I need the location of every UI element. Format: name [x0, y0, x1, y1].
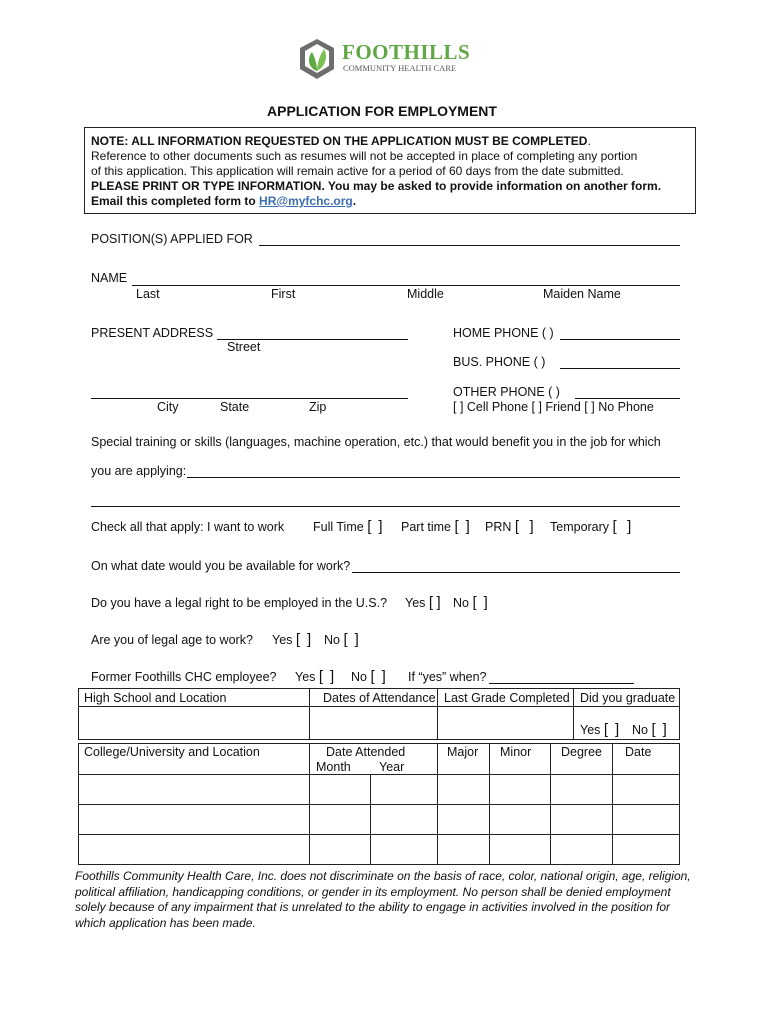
present-address-label: PRESENT ADDRESS	[91, 326, 214, 340]
legal-age-no[interactable]: No [ ]	[324, 631, 359, 648]
special-training-field-1[interactable]	[187, 477, 680, 478]
college-row-1-major[interactable]	[437, 774, 490, 805]
if-yes-when-field[interactable]	[489, 683, 634, 684]
college-row-2-major[interactable]	[437, 804, 490, 835]
college-date-header: Date	[625, 745, 652, 759]
temporary-checkbox[interactable]: Temporary [ ]	[550, 518, 632, 535]
name-part-maiden: Maiden Name	[543, 287, 621, 301]
non-discrimination-statement: Foothills Community Health Care, Inc. does not discriminate on the basis of race, color, national origin, age, religion, political affiliation, handicapping conditions, or gender in its employment. No person shall be denied employment solely because of any impairment that is unrelated to the ability to engage in activities involved in the position for which application has been made.	[75, 869, 691, 930]
note-box	[84, 127, 696, 214]
college-row-1-degree[interactable]	[550, 774, 613, 805]
college-row-2-month[interactable]	[309, 804, 371, 835]
name-part-middle: Middle	[407, 287, 444, 301]
part-time-checkbox[interactable]: Part time [ ]	[401, 518, 470, 535]
college-row-2-location[interactable]	[78, 804, 310, 835]
bus-phone-field[interactable]	[560, 368, 680, 369]
note-line-4: PLEASE PRINT OR TYPE INFORMATION. You may be asked to provide information on another form.	[91, 179, 662, 193]
college-row-3-date[interactable]	[612, 834, 680, 865]
bus-phone-label: BUS. PHONE ( )	[453, 355, 546, 369]
college-row-1-month[interactable]	[309, 774, 371, 805]
city-state-zip-field[interactable]	[91, 398, 408, 399]
hs-graduate-no[interactable]: No [ ]	[632, 721, 667, 738]
home-phone-field[interactable]	[560, 339, 680, 340]
if-yes-when-label: If “yes” when?	[408, 670, 487, 684]
former-employee-yes[interactable]: Yes [ ]	[295, 668, 335, 685]
legal-right-no[interactable]: No [ ]	[453, 594, 488, 611]
hs-dates-cell[interactable]	[309, 706, 438, 740]
available-date-field[interactable]	[352, 572, 680, 573]
college-row-3-year[interactable]	[370, 834, 438, 865]
check-all-label: Check all that apply: I want to work	[91, 520, 285, 534]
college-row-1-year[interactable]	[370, 774, 438, 805]
name-label: NAME	[91, 271, 128, 285]
former-employee-label: Former Foothills CHC employee?	[91, 670, 277, 684]
college-row-1-date[interactable]	[612, 774, 680, 805]
page-title: APPLICATION FOR EMPLOYMENT	[267, 103, 497, 119]
hs-grade-header: Last Grade Completed	[444, 691, 570, 705]
you-are-applying-label: you are applying:	[91, 464, 187, 478]
hs-graduate-yes[interactable]: Yes [ ]	[580, 721, 620, 738]
logo-brand: FOOTHILLS	[342, 40, 471, 64]
other-phone-label: OTHER PHONE ( )	[453, 385, 560, 399]
logo	[298, 38, 471, 82]
position-label: POSITION(S) APPLIED FOR	[91, 232, 253, 246]
legal-right-yes[interactable]: Yes [ ]	[405, 594, 441, 611]
college-minor-header: Minor	[500, 745, 532, 759]
prn-checkbox[interactable]: PRN [ ]	[485, 518, 534, 535]
phone-options[interactable]: [ ] Cell Phone [ ] Friend [ ] No Phone	[453, 400, 654, 414]
college-degree-header: Degree	[561, 745, 602, 759]
foothills-leaf-icon	[298, 38, 336, 80]
city-label: City	[157, 400, 179, 414]
available-date-label: On what date would you be available for work?	[91, 559, 351, 573]
college-row-1-minor[interactable]	[489, 774, 551, 805]
college-row-2-year[interactable]	[370, 804, 438, 835]
note-line-2: Reference to other documents such as resumes will not be accepted in place of completing any portion	[91, 149, 638, 163]
legal-age-yes[interactable]: Yes [ ]	[272, 631, 312, 648]
home-phone-label: HOME PHONE ( )	[453, 326, 554, 340]
logo-subtitle: COMMUNITY HEALTH CARE	[343, 63, 457, 73]
name-part-first: First	[271, 287, 296, 301]
college-row-3-minor[interactable]	[489, 834, 551, 865]
college-date-attended-header: Date Attended	[326, 745, 406, 759]
college-month-header: Month	[316, 760, 351, 774]
street-label: Street	[227, 340, 261, 354]
college-location-header: College/University and Location	[84, 745, 260, 759]
college-row-2-date[interactable]	[612, 804, 680, 835]
legal-right-label: Do you have a legal right to be employed in the U.S.?	[91, 596, 388, 610]
hs-location-cell[interactable]	[78, 706, 310, 740]
college-row-3-month[interactable]	[309, 834, 371, 865]
legal-age-label: Are you of legal age to work?	[91, 633, 253, 647]
college-row-3-degree[interactable]	[550, 834, 613, 865]
email-link[interactable]: HR@myfchc.org	[259, 194, 353, 208]
college-major-header: Major	[447, 745, 479, 759]
state-label: State	[220, 400, 250, 414]
note-line-3: of this application. This application will remain active for a period of 60 days from the date submitted.	[91, 164, 624, 178]
hs-location-header: High School and Location	[84, 691, 227, 705]
other-phone-field[interactable]	[575, 398, 680, 399]
name-field[interactable]	[132, 285, 680, 286]
hs-grade-cell[interactable]	[437, 706, 574, 740]
position-field[interactable]	[259, 245, 680, 246]
note-line-5: Email this completed form to HR@myfchc.org.	[91, 194, 357, 208]
college-row-2-minor[interactable]	[489, 804, 551, 835]
note-line-1: NOTE: ALL INFORMATION REQUESTED ON THE APPLICATION MUST BE COMPLETED.	[91, 134, 591, 148]
special-training-label: Special training or skills (languages, machine operation, etc.) that would benefit you in the job for which	[91, 435, 661, 449]
college-row-3-location[interactable]	[78, 834, 310, 865]
former-employee-no[interactable]: No [ ]	[351, 668, 386, 685]
name-part-last: Last	[136, 287, 160, 301]
college-row-2-degree[interactable]	[550, 804, 613, 835]
hs-graduate-header: Did you graduate	[580, 691, 676, 705]
college-row-3-major[interactable]	[437, 834, 490, 865]
college-year-header: Year	[379, 760, 405, 774]
full-time-checkbox[interactable]: Full Time [ ]	[313, 518, 383, 535]
special-training-field-2[interactable]	[91, 506, 680, 507]
zip-label: Zip	[309, 400, 327, 414]
hs-dates-header: Dates of Attendance	[323, 691, 436, 705]
college-row-1-location[interactable]	[78, 774, 310, 805]
